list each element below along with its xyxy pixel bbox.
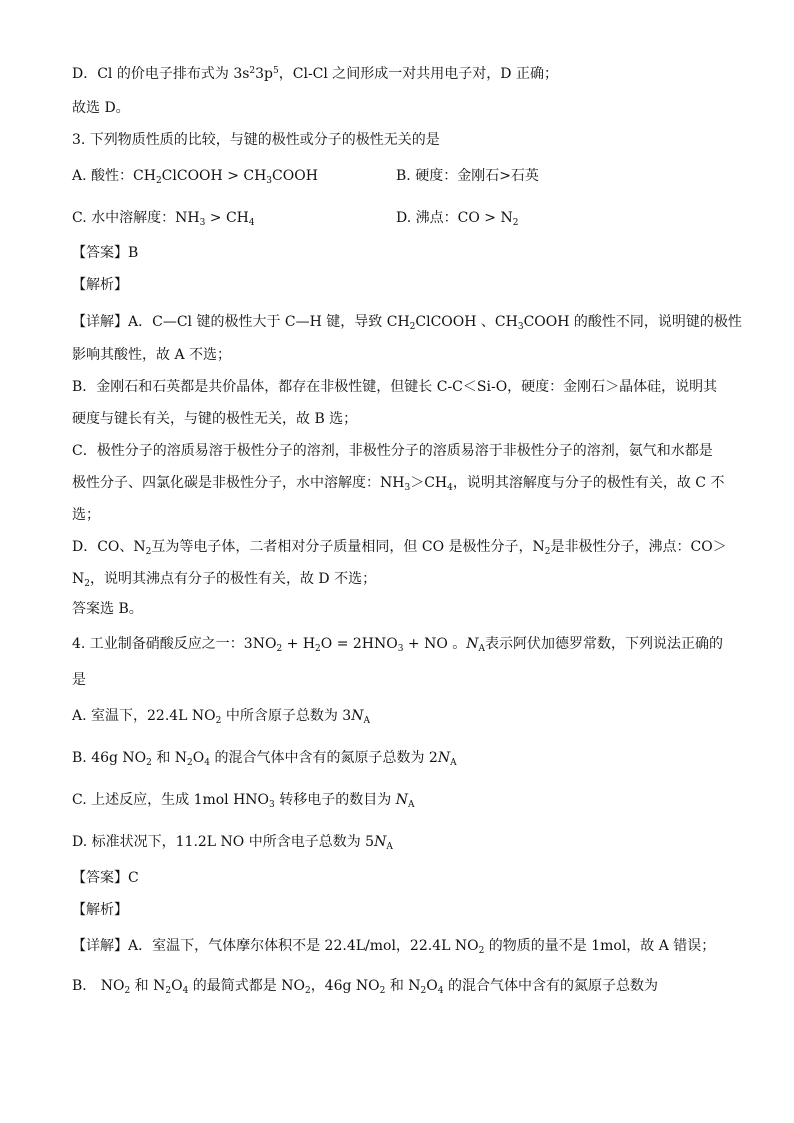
q3-detail-2: 影响其酸性，故 A 不选； xyxy=(72,347,232,363)
text: 【详解】A．C—Cl 键的极性大于 C—H 键，导致 CH xyxy=(72,314,410,330)
question-4-stem-cont: 是 xyxy=(72,672,86,688)
sub: 2 xyxy=(84,579,90,589)
q3-detail-5: C．极性分子的溶质易溶于极性分子的溶剂，非极性分子的溶质易溶于非极性分子的溶剂，氨气和水都是 xyxy=(72,443,713,459)
text: B. 46g NO xyxy=(72,750,147,766)
text: 3p xyxy=(255,66,274,82)
sub: 2 xyxy=(165,986,172,996)
q3-detail-conclusion: 答案选 B。 xyxy=(72,601,143,617)
q3-option-b: B. 硬度：金刚石>石英 xyxy=(396,168,539,184)
text: 转移电子的数目为 xyxy=(274,792,396,808)
sub: 3 xyxy=(397,644,404,654)
q4-option-a xyxy=(72,706,370,726)
q3-analysis-heading: 【解析】 xyxy=(72,277,128,293)
q4-answer: 【答案】C xyxy=(72,870,139,886)
text: 的混合气体中含有的氮原子总数为 2 xyxy=(210,750,438,766)
q3-detail-3: B．金刚石和石英都是共价晶体，都存在非极性键，但键长 C-C＜Si-O，硬度：金刚石＞晶体硅，说明其 xyxy=(72,379,718,395)
text: ，说明其沸点有分子的极性有关，故 D 不选； xyxy=(89,571,377,587)
sub: 4 xyxy=(437,986,444,996)
text: A. 酸性：CH xyxy=(72,168,156,184)
text: N xyxy=(395,792,408,808)
text: D. 标准状况下，11.2L NO 中所含电子总数为 5 xyxy=(72,834,375,850)
text: 和 N xyxy=(151,750,188,766)
text: D．CO、N xyxy=(72,539,146,555)
sub: 2 xyxy=(379,986,386,996)
sub: 4 xyxy=(447,483,453,493)
text: N xyxy=(72,571,85,587)
sub: A xyxy=(363,716,370,726)
text: 的最简式都是 NO xyxy=(188,978,305,994)
q3-detail-1 xyxy=(72,312,742,332)
q3-option-a xyxy=(72,166,318,186)
q4-option-d xyxy=(72,832,393,852)
sub: 2 xyxy=(512,218,519,228)
text: N xyxy=(351,708,364,724)
text: C. 水中溶解度：NH xyxy=(72,210,200,226)
sub: 2 xyxy=(145,547,152,557)
sub: 3 xyxy=(404,483,411,493)
text: + NO 。 xyxy=(403,636,467,652)
sub: 3 xyxy=(517,322,524,332)
text: + H xyxy=(282,636,316,652)
text: ，46g NO xyxy=(310,978,380,994)
text: N xyxy=(374,834,387,850)
text: > CH xyxy=(205,210,249,226)
sup: 2 xyxy=(249,66,256,76)
text: N xyxy=(437,750,451,766)
text: ＞CH xyxy=(410,475,448,491)
q3-detail-9 xyxy=(72,569,376,589)
sub: 4 xyxy=(204,758,210,768)
sub: A xyxy=(450,758,457,768)
q3-answer: 【答案】B xyxy=(72,245,139,261)
sub: 2 xyxy=(420,986,427,996)
sub: 2 xyxy=(276,644,283,654)
text: 表示阿伏加德罗常数，下列说法正确的 xyxy=(485,636,724,652)
sub: A xyxy=(478,644,486,654)
text: COOH 的酸性不同，说明键的极性 xyxy=(523,314,742,330)
q3-option-d xyxy=(396,208,518,228)
text: 的混合气体中含有的氮原子总数为 xyxy=(443,978,658,994)
q3-detail-8 xyxy=(72,537,727,557)
text: ，Cl-Cl 之间形成一对共用电子对，D 正确； xyxy=(278,66,558,82)
text: 和 N xyxy=(385,978,421,994)
text: D．Cl 的价电子排布式为 3s xyxy=(72,66,250,82)
prev-answer-d xyxy=(72,64,558,84)
q4-option-b xyxy=(72,748,457,768)
sub: 2 xyxy=(215,716,222,726)
sub: 3 xyxy=(199,218,206,228)
text: ，说明其溶解度与分子的极性有关，故 C 不 xyxy=(452,475,725,491)
q4-detail-1 xyxy=(72,936,715,956)
q3-detail-7: 选； xyxy=(72,507,100,523)
sub: 2 xyxy=(315,644,321,654)
sub: 2 xyxy=(187,758,193,768)
text: O xyxy=(171,978,183,994)
text: COOH xyxy=(272,168,318,184)
q3-detail-4: 硬度与键长有关，与键的极性无关，故 B 选； xyxy=(72,411,358,427)
sub: 4 xyxy=(182,986,189,996)
text: N xyxy=(466,636,479,652)
text: 极性分子、四氯化碳是非极性分子，水中溶解度：NH xyxy=(72,475,405,491)
text: C. 上述反应，生成 1mol HNO xyxy=(72,792,270,808)
sub: 3 xyxy=(269,800,275,810)
sub: 3 xyxy=(266,176,273,186)
text: 的物质的量不是 1mol，故 A 错误； xyxy=(484,938,716,954)
sub: 2 xyxy=(124,986,131,996)
q3-option-c xyxy=(72,208,255,228)
text: 中所含原子总数为 3 xyxy=(221,708,352,724)
sub: 2 xyxy=(478,946,485,956)
prev-conclusion: 故选 D。 xyxy=(72,100,130,116)
text: 和 N xyxy=(130,978,166,994)
text: D. 沸点：CO > N xyxy=(396,210,513,226)
text: ClCOOH > CH xyxy=(161,168,267,184)
sub: 2 xyxy=(146,758,152,768)
sub: A xyxy=(386,842,393,852)
sub: 2 xyxy=(409,322,416,332)
sub: A xyxy=(407,800,415,810)
q4-detail-2 xyxy=(72,976,658,996)
text: ClCOOH 、CH xyxy=(415,314,518,330)
sup: 5 xyxy=(273,66,279,76)
q4-analysis-heading: 【解析】 xyxy=(72,902,128,918)
text: O xyxy=(426,978,438,994)
text: 是非极性分子，沸点：CO＞ xyxy=(550,539,727,555)
text: 4. 工业制备硝酸反应之一：3NO xyxy=(72,636,277,652)
text: B． NO xyxy=(72,978,125,994)
q3-detail-6 xyxy=(72,473,724,493)
text: 【详解】A．室温下，气体摩尔体积不是 22.4L/mol，22.4L NO xyxy=(72,938,479,954)
sub: 2 xyxy=(304,986,311,996)
sub: 4 xyxy=(248,218,255,228)
text: O = 2HNO xyxy=(320,636,398,652)
q4-option-c xyxy=(72,790,414,810)
sub: 2 xyxy=(544,547,551,557)
question-3-stem: 3. 下列物质性质的比较，与键的极性或分子的极性无关的是 xyxy=(72,132,440,148)
question-4-stem xyxy=(72,634,723,654)
text: O xyxy=(192,750,205,766)
text: A. 室温下，22.4L NO xyxy=(72,708,216,724)
sub: 2 xyxy=(155,176,162,186)
text: 互为等电子体，二者相对分子质量相同，但 CO 是极性分子，N xyxy=(151,539,545,555)
